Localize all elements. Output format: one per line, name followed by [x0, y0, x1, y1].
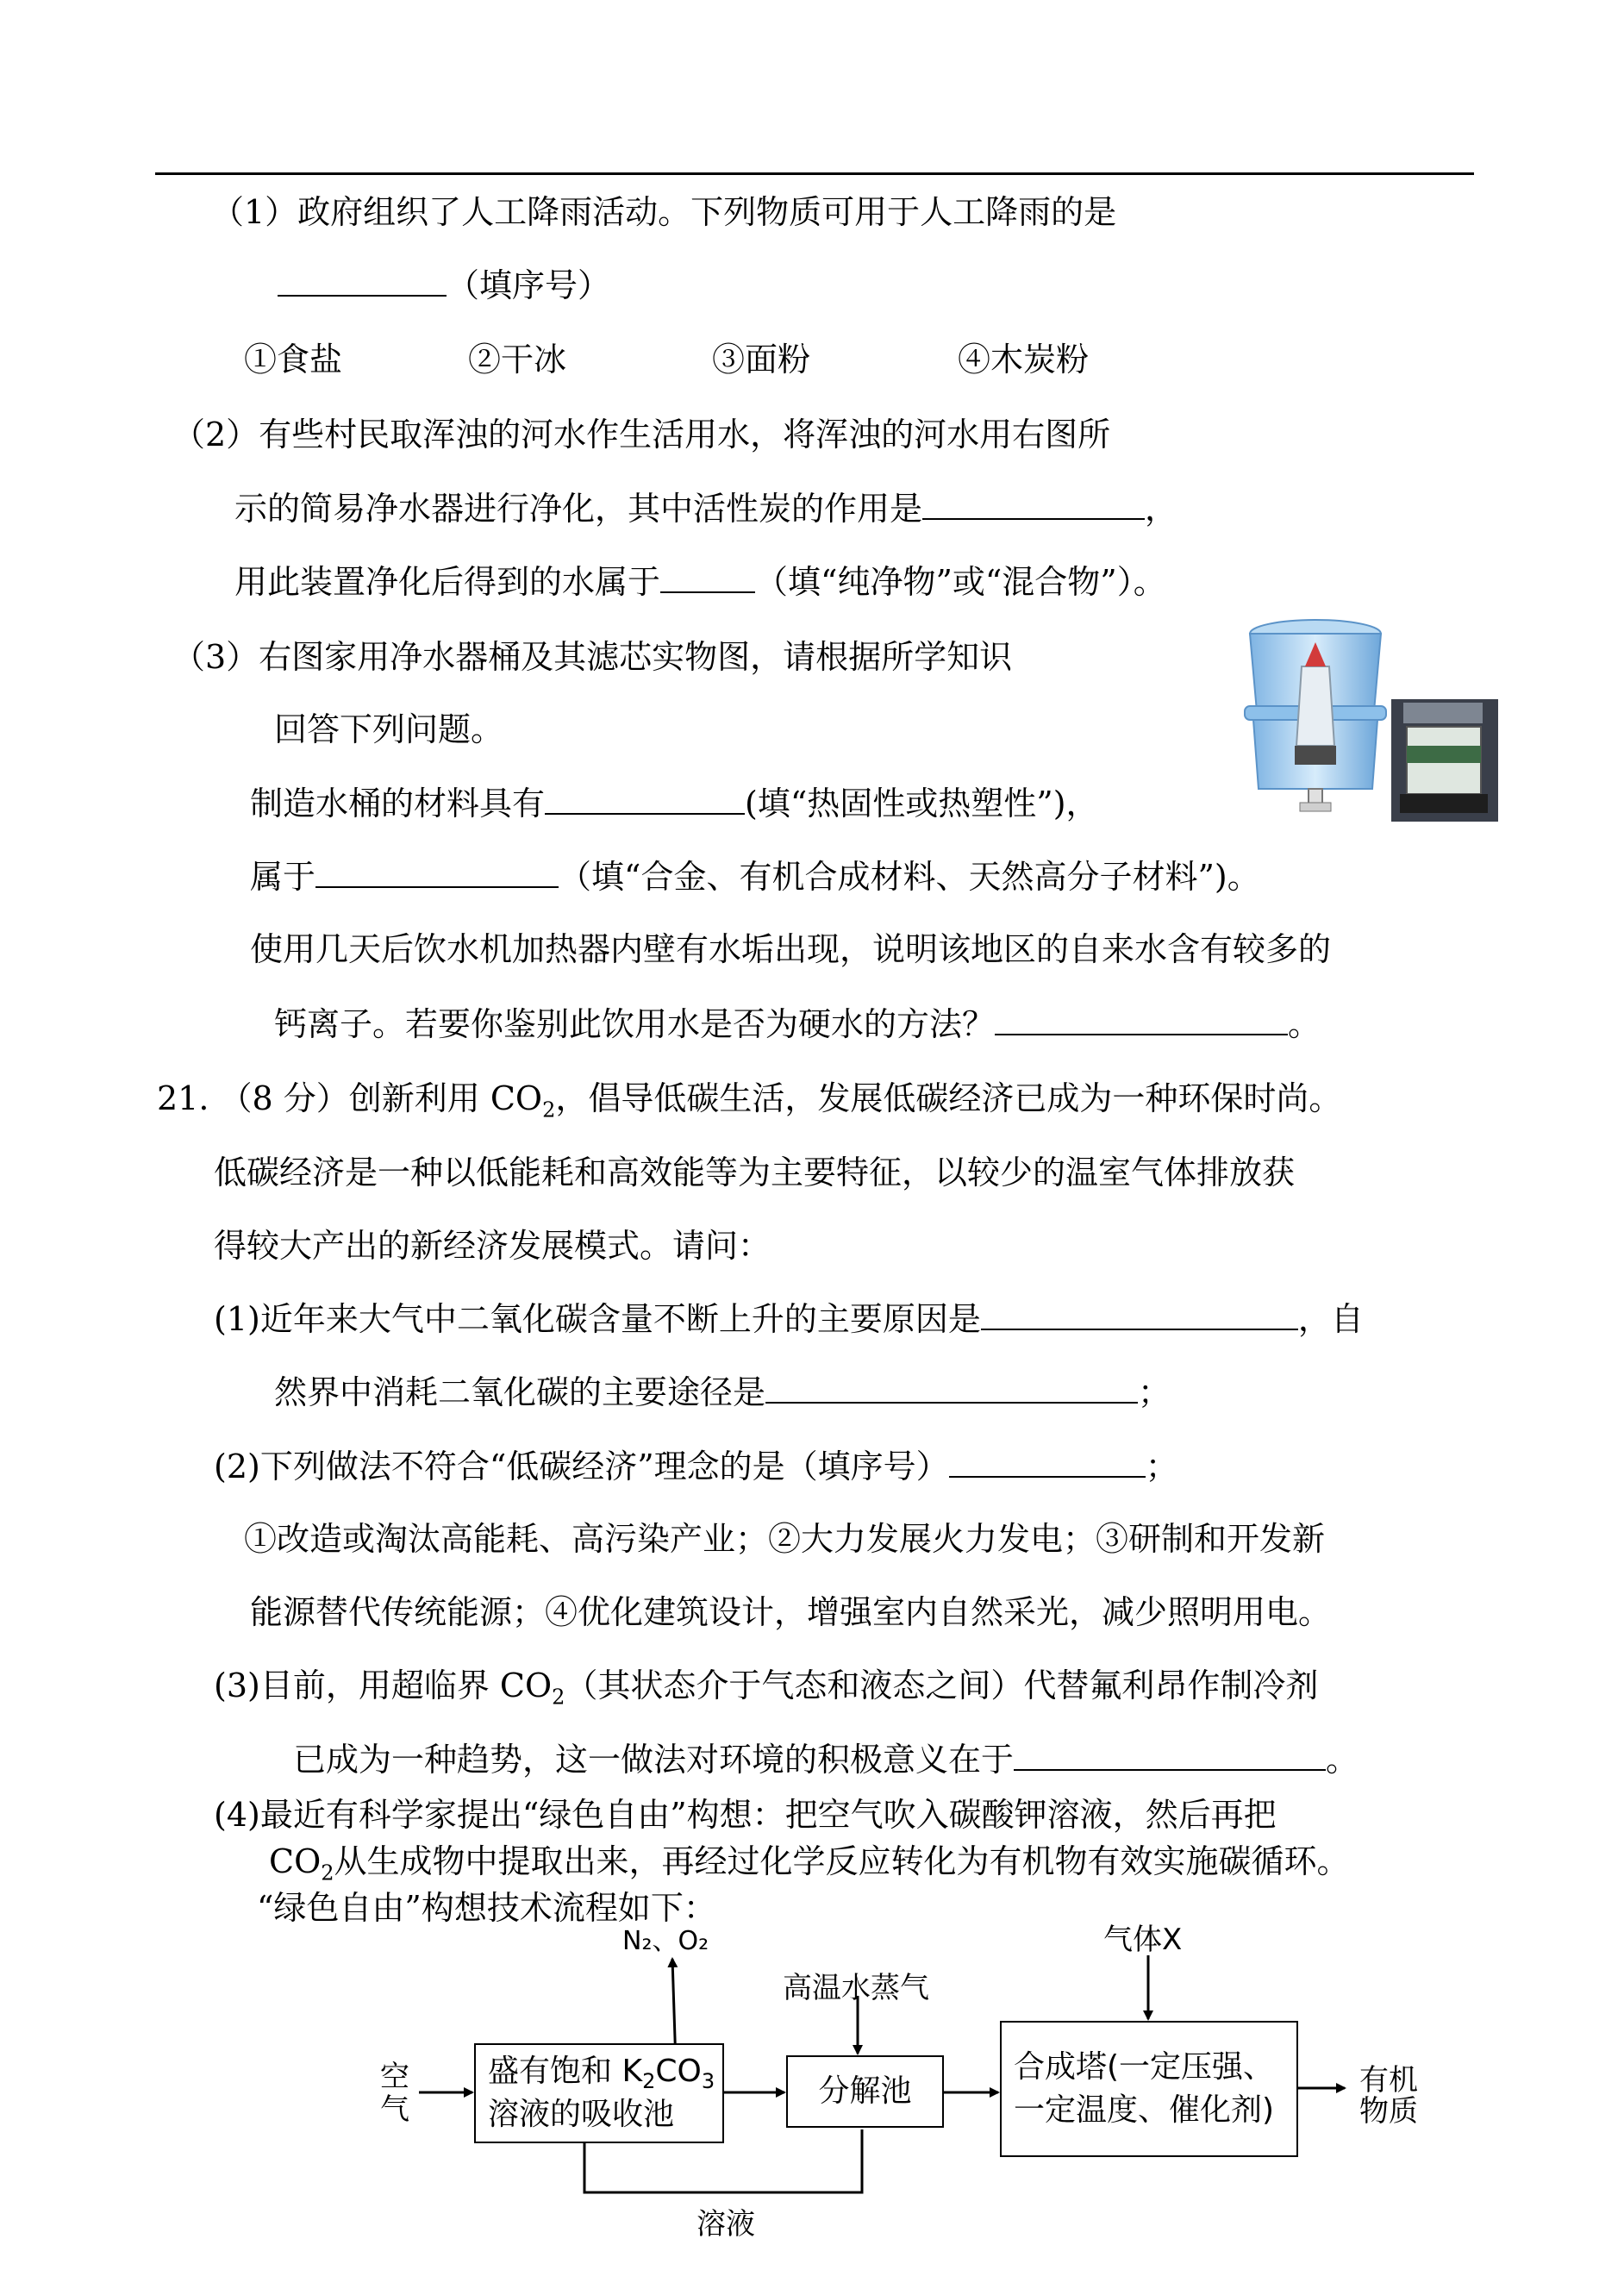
synthesis-tower-line1: 合成塔(一定压强、	[1014, 2049, 1275, 2085]
synthesis-tower-line2: 一定温度、催化剂)	[1014, 2092, 1275, 2128]
q21-intro-line3: 得较大产出的新经济发展模式。请问：	[214, 1227, 771, 1265]
q21-heading: 21. （8 分）创新利用 $CO_2$，倡导低碳生活，发展低碳经济已成为一种环保时尚。	[157, 1079, 1342, 1122]
synthesis-tower-box	[1000, 2021, 1298, 2157]
q20-part2-line2: 示的简易净水器进行净化，其中活性炭的作用是 ，	[234, 487, 1177, 529]
absorption-tank-line2: 溶液的吸收池	[488, 2097, 675, 2132]
q20-part3-line6: 钙离子。若要你鉴别此饮用水是否为硬水的方法？ 。	[274, 1003, 1321, 1045]
q20-part2-line1: （2）有些村民取浑浊的河水作生活用水，将浑浊的河水用右图所	[172, 416, 1111, 453]
option-2: ②干冰	[468, 341, 567, 378]
option-3: ③面粉	[712, 341, 811, 378]
organic-matter-label: 有机物质	[1359, 2063, 1418, 2129]
decomposition-tank-box	[786, 2055, 944, 2128]
steam-label: 高温水蒸气	[783, 1971, 929, 2005]
q20-part3-line2: 回答下列问题。	[274, 710, 504, 748]
q21-part4-line1: (4)最近有科学家提出“绿色自由”构想：把空气吹入碳酸钾溶液，然后再把	[214, 1796, 1277, 1834]
absorption-tank-line1: 盛有饱和 $K_2CO_3$	[488, 2054, 715, 2094]
n2-o2-output-label: N₂、O₂	[622, 1926, 709, 1956]
q20-part3-line5: 使用几天后饮水机加热器内壁有水垢出现，说明该地区的自来水含有较多的	[250, 930, 1332, 968]
decomposition-tank-label: 分解池	[818, 2073, 912, 2109]
q21-part2-line1: (2)下列做法不符合“低碳经济”理念的是（填序号） ；	[214, 1445, 1178, 1487]
q21-part4-line3: “绿色自由”构想技术流程如下：	[257, 1889, 716, 1927]
q21-part2-line2: ①改造或淘汰高能耗、高污染产业；②大力发展火力发电；③研制和开发新	[244, 1520, 1326, 1558]
q21-part1-line1: (1)近年来大气中二氧化碳含量不断上升的主要原因是 ，自	[214, 1298, 1364, 1340]
option-1: ①食盐	[244, 341, 343, 378]
gas-x-label: 气体X	[1103, 1923, 1183, 1957]
option-4: ④木炭粉	[958, 341, 1090, 378]
q20-part3-line3: 制造水桶的材料具有 (填“热固性或热塑性”)，	[250, 782, 1099, 824]
q21-intro-line2: 低碳经济是一种以低能耗和高效能等为主要特征，以较少的温室气体排放获	[214, 1154, 1296, 1191]
q20-part1-line2: （填序号）	[278, 264, 610, 306]
q21-part1-line2: 然界中消耗二氧化碳的主要途径是 ；	[274, 1371, 1171, 1413]
q20-part1-line1: （1）政府组织了人工降雨活动。下列物质可用于人工降雨的是	[211, 193, 1117, 231]
q21-part2-line3: 能源替代传统能源；④优化建筑设计，增强室内自然采光，减少照明用电。	[250, 1593, 1332, 1631]
q20-part3-line1: （3）右图家用净水器桶及其滤芯实物图，请根据所学知识	[172, 638, 1013, 676]
absorption-tank-box	[474, 2043, 724, 2143]
flow-input-label: 空气	[380, 2060, 409, 2127]
q21-part4-line2: $CO_2$从生成物中提取出来，再经过化学反应转化为有机物有效实施碳循环。	[269, 1842, 1350, 1885]
q20-part2-line3: 用此装置净化后得到的水属于 （填“纯净物”或“混合物”）。	[234, 560, 1166, 603]
q21-part3-line1: (3)目前，用超临界 $CO_2$（其状态介于气态和液态之间）代替氟利昂作制冷剂	[214, 1667, 1319, 1710]
q20-part3-line4: 属于 （填“合金、有机合成材料、天然高分子材料”)。	[250, 855, 1260, 897]
q21-part3-line2: 已成为一种趋势，这一做法对环境的积极意义在于 。	[293, 1738, 1359, 1780]
solution-return-label: 溶液	[696, 2207, 755, 2242]
